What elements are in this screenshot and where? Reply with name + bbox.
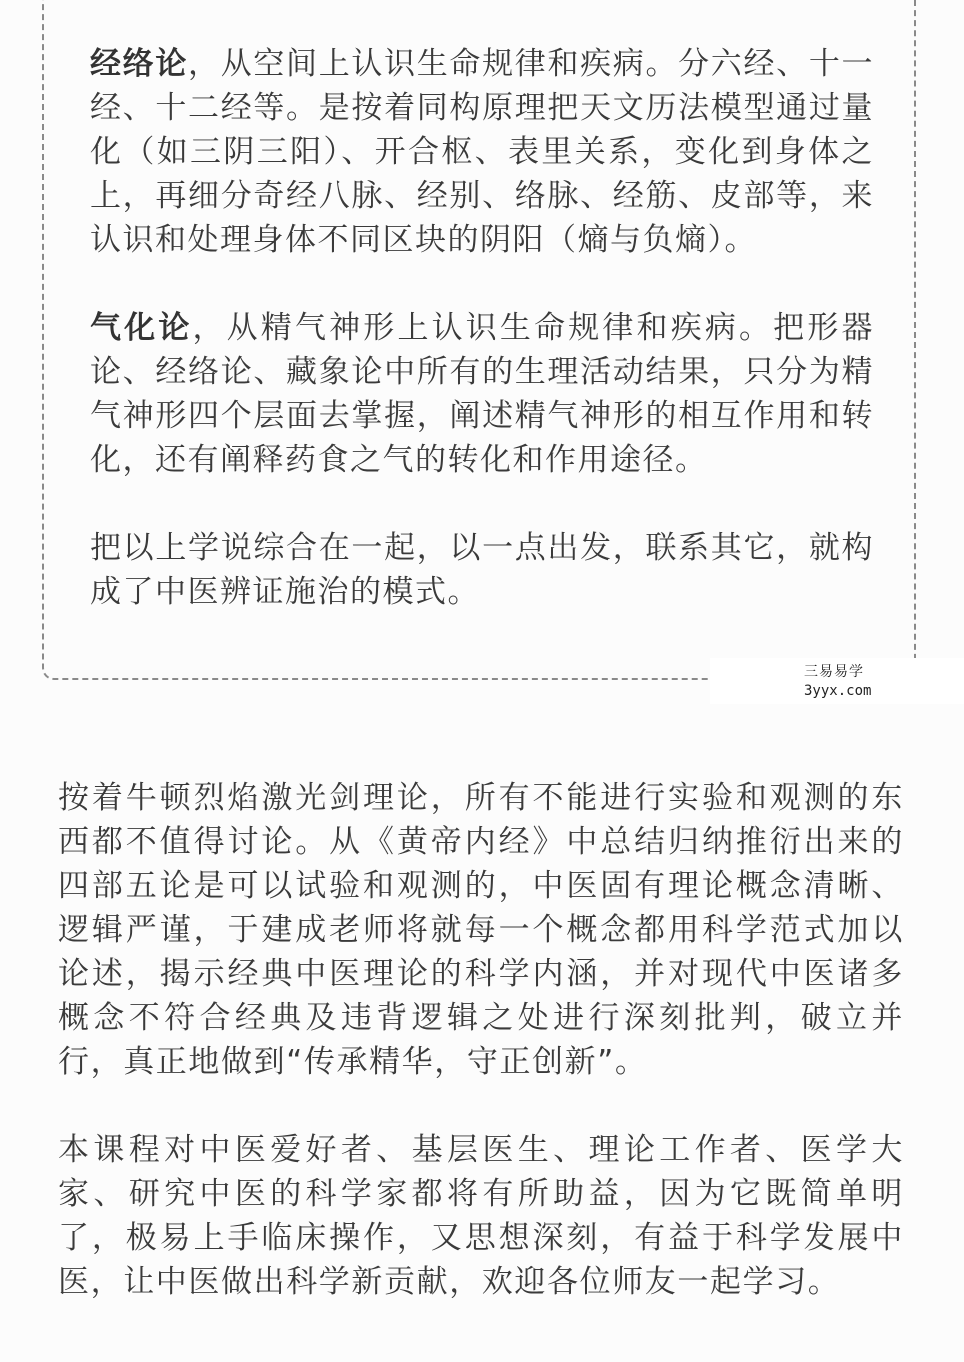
paragraph-course: 本课程对中医爱好者、基层医生、理论工作者、医学大家、研究中医的科学家都将有所助益，因为它既简单明了，极易上手临床操作，又思想深刻，有益于科学发展中医，让中医做出科学新贡献，欢迎各位师友一起学习。 bbox=[58, 1132, 904, 1300]
paragraph-jingluo-text: ，从空间上认识生命规律和疾病。分六经、十一经、十二经等。是按着同构原理把天文历法模型通过量化（如三阴三阳）、开合枢、表里关系，变化到身体之上，再细分奇经八脉、经别、络脉、经筋、皮部等，来认识和处理身体不同区块的阴阳（熵与负熵）。 bbox=[90, 46, 875, 258]
paragraph-theory: 按着牛顿烈焰激光剑理论，所有不能进行实验和观测的东西都不值得讨论。从《黄帝内经》中总结归纳推衍出来的四部五论是可以试验和观测的，中医固有理论概念清晰、逻辑严谨，于建成老师将就每一个概念都用科学范式加以论述，揭示经典中医理论的科学内涵，并对现代中医诸多概念不符合经典及违背逻辑之处进行深刻批判，破立并行，真正地做到“传承精华，守正创新”。 bbox=[58, 780, 904, 1080]
paragraph-summary: 把以上学说综合在一起，以一点出发，联系其它，就构成了中医辨证施治的模式。 bbox=[90, 530, 874, 610]
watermark-site: 3yyx.com bbox=[804, 683, 872, 699]
watermark-name: 三易易学 bbox=[804, 664, 864, 680]
term-jingluo: 经络论 bbox=[90, 46, 189, 82]
term-qihua: 气化论 bbox=[90, 310, 193, 346]
watermark bbox=[710, 658, 964, 704]
paragraph-qihua bbox=[90, 306, 874, 482]
paragraph-jingluo bbox=[90, 42, 874, 262]
paragraph-qihua-text: ，从精气神形上认识生命规律和疾病。把形器论、经络论、藏象论中所有的生理活动结果，只分为精气神形四个层面去掌握，阐述精气神形的相互作用和转化，还有阐释药食之气的转化和作用途径。 bbox=[90, 310, 875, 478]
